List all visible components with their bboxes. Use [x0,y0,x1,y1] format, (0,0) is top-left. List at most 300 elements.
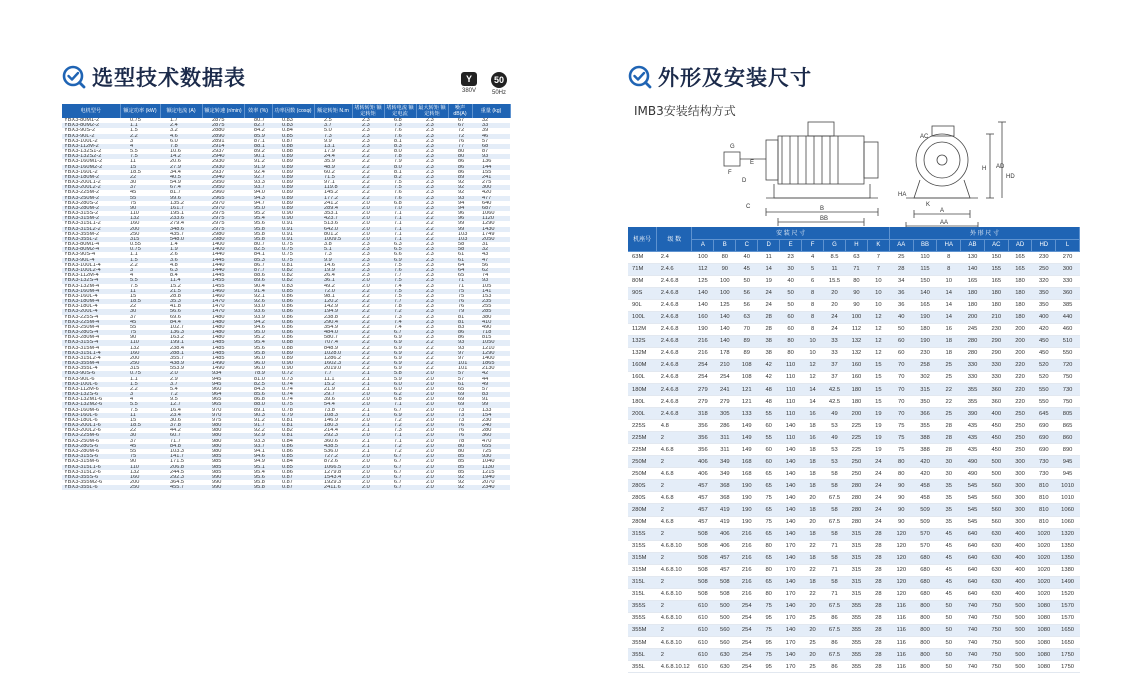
dim-cell: 140 [780,480,802,492]
dim-cell: 945 [1056,456,1080,468]
spec-cell: 7.1 [394,221,402,227]
frame-cell: 355L [628,661,657,673]
spec-cell: 0.75 [272,247,314,252]
dim-cell: 730 [1032,468,1056,480]
spec-cell: 3 [130,138,134,144]
spec-cell: 6.9 [384,361,416,366]
dim-cell: 500 [1008,624,1032,636]
spec-cell: 2.1 [362,428,370,434]
frame-cell: 180M [628,384,657,396]
dim-cell: 286 [714,420,736,432]
spec-cell: 2.0 [362,211,370,217]
spec-cell: 0.88 [282,345,293,351]
dim-cell: 368 [714,480,736,492]
dim-cell: 22 [802,564,824,576]
dim-cell: 25 [802,637,824,649]
dim-cell: 8 [802,299,824,311]
spec-cell: 484.0 [314,330,352,335]
spec-cell: 0.86 [282,335,293,341]
dim-cell: 67.5 [824,516,846,528]
spec-cell: 1460 [202,289,244,294]
spec-cell: 71 [458,283,465,289]
dim-cell: 63 [736,311,758,323]
dim-cell: 35 [937,492,961,504]
spec-cell: 2940 [202,154,244,159]
poles-header: 级 数 [657,227,692,251]
poles-cell: 2 [657,624,692,636]
dim-cell: 28 [867,649,889,661]
spec-cell: 72 [458,128,465,134]
dim-cell: 230 [913,347,937,359]
spec-cell: 6.9 [394,366,402,372]
spec-cell: 7.1 [384,216,416,221]
spec-cell: 6.6 [394,252,402,258]
dim-cell: 250 [1008,420,1032,432]
spec-cell: 1485 [202,351,244,356]
spec-cell: 0.81 [272,433,314,438]
dim-cell: 750 [984,661,1008,673]
spec-cell: 93.7 [244,444,272,449]
dim-cell: 270 [1056,251,1080,263]
dim-cell: 50 [937,661,961,673]
dim-row [628,347,1080,359]
dim-cell: 280 [845,480,867,492]
dim-cell: 500 [1008,661,1032,673]
dim-cell: 75 [889,420,913,432]
spec-cell: 2.2 [352,309,384,314]
dim-cell: 300 [1056,263,1080,275]
dim-cell: 25 [802,661,824,673]
dimension-label: F [728,170,732,176]
spec-col-header: 额定功率 (kW) [120,104,160,118]
dim-cell: 140 [780,576,802,588]
dim-col-header: BB [913,239,937,251]
dim-cell: 18 [802,576,824,588]
dim-cell: 560 [984,516,1008,528]
spec-cell: 92.7 [244,175,272,180]
dim-cell: 210 [714,359,736,371]
spec-cell: 315 [120,237,160,242]
dimension-table-body [628,251,1080,673]
spec-cell: 0.87 [282,480,293,486]
dim-cell: 368 [714,492,736,504]
dim-col-header: H [845,239,867,251]
spec-cell: 93 [448,196,472,201]
spec-cell: 8.1 [394,169,402,175]
dim-cell: 690 [1032,420,1056,432]
spec-cell: 110 [130,211,139,217]
spec-cell: 410 [472,320,510,325]
dim-cell: 435 [961,444,985,456]
dim-cell: 121 [736,384,758,396]
spec-cell: 2.0 [362,459,370,465]
spec-cell: 0.86 [282,304,293,310]
dim-cell: 18 [802,480,824,492]
spec-cell: 872.6 [324,459,338,465]
spec-cell: 848.9 [324,345,338,351]
spec-cell: 7.2 [160,392,202,397]
spec-cell: 75 [120,454,160,459]
dim-cell: 170 [780,540,802,552]
spec-cell: 76 [448,423,472,428]
spec-cell: 2.3 [426,304,434,310]
spec-cell: 2.2 [352,320,384,325]
spec-cell: 89.2 [254,149,265,155]
dim-cell: 220 [1008,396,1032,408]
spec-cell: 28.8 [170,293,181,299]
poles-cell: 2 [657,480,692,492]
spec-cell: 7.8 [160,144,202,149]
spec-cell: 2.3 [426,293,434,299]
spec-cell: 7.1 [384,433,416,438]
dim-cell: 406 [692,468,714,480]
spec-cell: 2.0 [362,480,370,486]
spec-cell: 0.75 [120,247,160,252]
dim-cell: 490 [961,456,985,468]
spec-cell: 154 [472,413,510,418]
dim-cell: 720 [1056,359,1080,371]
spec-cell: 92 [458,180,465,186]
dim-row [628,612,1080,624]
spec-cell: 1286.2 [324,355,342,361]
spec-cell: 2.3 [426,118,434,123]
dim-cell: 116 [889,624,913,636]
spec-cell: 6.3 [160,268,202,273]
spec-cell: 2965 [202,196,244,201]
dim-cell: 100 [692,251,714,263]
dim-cell: 457 [692,516,714,528]
spec-cell: 7.2 [384,423,416,428]
dim-cell: 630 [714,661,736,673]
dim-cell: 18 [802,528,824,540]
spec-cell: 7.7 [394,273,402,279]
spec-cell: 1050 [472,340,510,345]
dim-cell: 22 [802,540,824,552]
dimension-section-header [628,62,1080,92]
dim-cell: 100 [714,287,736,299]
model-cell: YBX3-100L1-4 [64,262,101,268]
spec-cell: 240 [472,423,510,428]
dim-cell: 8 [802,311,824,323]
spec-cell: 2914 [202,144,244,149]
dim-cell: 90 [845,299,867,311]
dim-cell: 1020 [1032,528,1056,540]
dim-cell: 50 [889,323,913,335]
spec-cell: 7.5 [384,185,416,190]
spec-cell: 82.5 [244,382,272,387]
dim-cell: 49 [824,408,846,420]
spec-cell: 95.8 [244,485,272,490]
model-cell: YBX3-280M-4 [64,335,100,341]
spec-cell: 2980 [212,231,225,237]
dimension-label: C [746,204,751,210]
dim-cell: 28 [758,323,780,335]
dim-cell: 690 [1032,444,1056,456]
dim-cell: 50 [937,649,961,661]
mount-dim-header: 安 装 尺 寸 [692,227,890,239]
spec-cell: 380 [482,314,492,320]
model-cell: YBX3-90L-2 [62,134,120,139]
spec-cell: 30 [120,309,160,314]
spec-cell: 0.82 [282,273,293,279]
dim-cell: 65 [758,480,780,492]
spec-cell: 1.7 [170,118,178,123]
dim-cell: 216 [736,528,758,540]
dim-cell: 300 [1008,516,1032,528]
spec-cell: 0.86 [272,330,314,335]
dim-cell: 125 [692,275,714,287]
spec-cell: 90 [120,206,160,211]
spec-cell: 43 [482,252,489,258]
spec-cell: 250 [120,485,160,490]
dim-cell: 509 [913,504,937,516]
dim-cell: 190 [736,504,758,516]
spec-cell: 2.3 [416,299,448,304]
spec-cell: 0.84 [282,438,293,444]
spec-cell: 5.1 [314,247,352,252]
dim-cell: 225 [845,420,867,432]
frame-cell: 63M [628,251,657,263]
spec-cell: 2.2 [352,196,384,201]
spec-cell: 4 [120,144,160,149]
dim-cell: 730 [1056,384,1080,396]
model-cell: YBX3-90S-2 [64,128,96,134]
dim-cell: 18 [937,347,961,359]
frame-cell: 90S [628,287,657,299]
dim-cell: 1750 [1056,661,1080,673]
dim-cell: 70 [889,408,913,420]
dim-cell: 355 [845,600,867,612]
spec-cell: 21.9 [324,386,335,392]
dim-cell: 300 [1008,504,1032,516]
spec-cell: 980 [212,449,222,454]
spec-cell: 95.8 [254,480,265,486]
spec-cell: 57 [458,376,465,382]
dim-cell: 330 [1056,275,1080,287]
spec-cell: 73 [458,407,465,413]
dim-cell: 150 [913,275,937,287]
dim-cell: 1380 [1056,564,1080,576]
spec-cell: 965 [212,397,222,403]
dim-cell: 89 [736,347,758,359]
dim-cell: 67.5 [824,492,846,504]
dim-cell: 40 [736,251,758,263]
spec-cell: 95.0 [244,330,272,335]
dim-cell: 280 [961,347,985,359]
spec-cell: 45 [130,190,137,196]
dim-cell: 38 [758,335,780,347]
spec-cell: 90.3 [244,413,272,418]
dim-cell: 750 [984,612,1008,624]
spec-cell: 3.8 [324,242,332,248]
spec-cell: 725 [482,449,492,454]
dim-cell: 180 [845,384,867,396]
dim-cell: 60 [780,311,802,323]
spec-cell: 642.0 [314,227,352,232]
dim-row [628,275,1080,287]
spec-cell: 0.82 [272,278,314,283]
spec-cell: 2930 [202,165,244,170]
spec-cell: 0.89 [282,159,293,165]
dim-cell: 508 [692,528,714,540]
spec-cell: 2.0 [426,469,434,475]
spec-cell: 95.2 [254,335,265,341]
dim-cell: 810 [1032,516,1056,528]
dim-cell: 50 [736,275,758,287]
spec-cell: 45 [120,320,160,325]
spec-cell: 2.0 [426,407,434,413]
dim-cell: 53 [824,420,846,432]
spec-cell: 2.6 [170,252,178,258]
frame-cell: 180L [628,396,657,408]
spec-cell: 9.9 [324,138,332,144]
dim-cell: 20 [802,649,824,661]
model-cell: YBX3-280S-4 [62,330,120,335]
dim-cell: 740 [961,661,985,673]
dim-cell: 28 [867,612,889,624]
voltage-caption: 380V [461,88,476,94]
dim-cell: 149 [736,420,758,432]
dim-row [628,516,1080,528]
spec-cell: 2.2 [362,159,370,165]
spec-cell: 2.3 [426,314,434,320]
dim-cell: 28 [937,432,961,444]
dim-cell: 14 [937,299,961,311]
spec-cell: 7.7 [384,299,416,304]
dim-cell: 8 [937,251,961,263]
dim-cell: 1020 [1032,564,1056,576]
dim-cell: 230 [1032,251,1056,263]
spec-cell: 18.5 [120,299,160,304]
spec-cell: 289.4 [314,206,352,211]
model-cell: YBX3-180L-6 [64,417,98,423]
spec-cell: 945 [212,376,222,382]
spec-cell: 57 [448,371,472,376]
spec-cell: 290.4 [314,320,352,325]
dim-cell: 115 [913,263,937,275]
spec-cell: 93.3 [254,438,265,444]
spec-cell: 0.89 [272,206,314,211]
spec-cell: 2411.6 [314,485,352,490]
dim-cell: 75 [889,444,913,456]
dim-row [628,371,1080,383]
dim-cell: 545 [961,504,985,516]
dim-cell: 60 [758,420,780,432]
frame-cell: 355S [628,600,657,612]
dim-cell: 140 [780,528,802,540]
dim-cell: 315 [845,588,867,600]
dim-cell: 366 [913,408,937,420]
spec-cell: 2.2 [416,227,448,232]
dim-cell: 75 [758,649,780,661]
frame-cell: 355L [628,649,657,661]
spec-cell: 55 [120,196,160,201]
dim-cell: 80 [714,251,736,263]
poles-cell: 2.4.6 [657,263,692,275]
spec-cell: 2.3 [352,247,384,252]
dim-cell: 170 [780,588,802,600]
poles-cell: 4.6.8.10 [657,540,692,552]
spec-cell: 72 [448,134,472,139]
spec-cell: 11 [120,413,160,418]
spec-cell: 0.84 [282,128,293,134]
frequency-badge [488,72,510,96]
dim-cell: 740 [961,600,985,612]
dim-cell: 800 [913,661,937,673]
spec-cell: 1.5 [120,258,160,263]
dim-cell: 290 [984,347,1008,359]
outline-dim-header: 外 形 尺 寸 [889,227,1079,239]
spec-cell: 0.75 [282,242,293,248]
spec-cell: 285 [472,309,510,314]
spec-cell: 2.2 [352,361,384,366]
dim-cell: 800 [913,649,937,661]
dim-cell: 508 [692,588,714,600]
spec-cell: 2.3 [416,206,448,211]
dim-cell: 24 [867,480,889,492]
dim-cell: 140 [780,624,802,636]
dim-cell: 640 [961,552,985,564]
dim-cell: 140 [780,516,802,528]
spec-cell: 94 [458,200,465,206]
spec-col-header: 额定电流 (A) [160,104,202,118]
spec-cell: 2.3 [362,273,370,279]
spec-cell: 0.90 [282,211,293,217]
dim-cell: 24 [758,287,780,299]
dim-cell: 180 [913,323,937,335]
plug-icon: Y [461,72,477,86]
spec-cell: 2.2 [130,262,138,268]
spec-cell: 2.2 [362,169,370,175]
spec-cell: 78 [458,438,465,444]
spec-cell: 0.88 [272,340,314,345]
dim-col-header: L [1056,239,1080,251]
dim-cell: 48 [758,384,780,396]
spec-cell: 10.6 [170,149,181,155]
dim-col-header: AD [1008,239,1032,251]
spec-cell: 2.0 [352,237,384,242]
dim-cell: 58 [824,528,846,540]
spec-cell: 132 [130,345,140,351]
spec-cell: 64 [448,268,472,273]
spec-cell: 47 [472,258,510,263]
spec-cell: 6.7 [384,465,416,470]
dim-cell: 140 [961,263,985,275]
spec-cell: 2875 [202,123,244,128]
spec-cell: 22 [120,175,160,180]
dim-cell: 160 [845,371,867,383]
spec-cell: 2.0 [352,475,384,480]
spec-cell: 73 [458,417,465,423]
spec-cell: 90.1 [244,154,272,159]
dim-cell: 610 [692,661,714,673]
dim-col-header: E [780,239,802,251]
dim-cell: 170 [780,661,802,673]
spec-section-header [62,62,510,92]
dim-cell: 640 [961,564,985,576]
spec-cell: 0.78 [282,407,293,413]
spec-cell: 160 [130,221,140,227]
dim-cell: 254 [736,637,758,649]
dim-cell: 280 [845,492,867,504]
spec-cell: 2.0 [426,386,434,392]
dim-cell: 50 [937,600,961,612]
poles-cell: 2 [657,504,692,516]
dim-cell: 12 [867,311,889,323]
spec-cell: 5.4 [170,386,178,392]
spec-cell: 0.85 [272,454,314,459]
dim-cell: 80 [780,347,802,359]
